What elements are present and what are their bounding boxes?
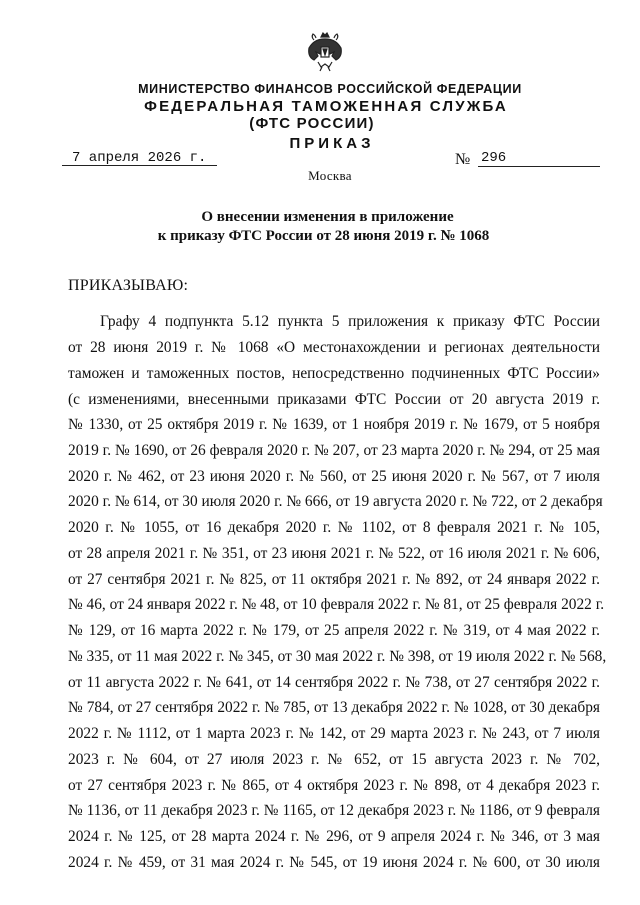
body-text-line: № 1136, от 11 декабря 2023 г. № 1165, от 12 декабря 2023 г. № 1186, от 9 февраля: [68, 802, 600, 819]
body-text-line: 2020 г. № 614, от 30 июля 2020 г. № 666, от 19 августа 2020 г. № 722, от 2 декабря: [68, 493, 603, 510]
body-text-line: Графу 4 подпункта 5.12 пункта 5 приложения к приказу ФТС России: [100, 313, 600, 330]
body-text-line: 2019 г. № 1690, от 26 февраля 2020 г. № 207, от 23 марта 2020 г. № 294, от 25 мая: [68, 442, 600, 459]
body-text-line: 2024 г. № 459, от 31 мая 2024 г. № 545, от 19 июня 2024 г. № 600, от 30 июля: [68, 854, 600, 871]
body-text-line: № 46, от 24 января 2022 г. № 48, от 10 февраля 2022 г. № 81, от 25 февраля 2022 г.: [68, 596, 605, 613]
body-text-line: (с изменениями, внесенными приказами ФТС России от 20 августа 2019 г.: [68, 391, 600, 408]
service-name: ФЕДЕРАЛЬНАЯ ТАМОЖЕННАЯ СЛУЖБА: [144, 98, 508, 115]
number-underline: [478, 166, 600, 167]
order-number-label: №: [455, 151, 471, 168]
body-text-line: от 28 июня 2019 г. № 1068 «О местонахождении и регионах деятельности: [68, 339, 600, 356]
body-text-line: 2020 г. № 1055, от 16 декабря 2020 г. № 1102, от 8 февраля 2021 г. № 105,: [68, 519, 600, 536]
body-text-line: от 27 сентября 2023 г. № 865, от 4 октября 2023 г. № 898, от 4 декабря 2023 г.: [68, 777, 600, 794]
order-date: 7 апреля 2026 г.: [72, 150, 207, 166]
body-text-line: таможен и таможенных постов, непосредственно подчиненных ФТС России»: [68, 365, 600, 382]
body-text-line: 2022 г. № 1112, от 1 марта 2023 г. № 142, от 29 марта 2023 г. № 243, от 7 июля: [68, 725, 600, 742]
body-text-line: 2020 г. № 462, от 23 июня 2020 г. № 560, от 25 июня 2020 г. № 567, от 7 июля: [68, 468, 600, 485]
order-number: 296: [481, 150, 507, 166]
body-text-line: № 1330, от 25 октября 2019 г. № 1639, от 1 ноября 2019 г. № 1679, от 5 ноября: [68, 416, 600, 433]
coat-of-arms-emblem-icon: [306, 30, 344, 72]
document-type: ПРИКАЗ: [289, 135, 375, 152]
body-text-line: № 784, от 27 сентября 2022 г. № 785, от 13 декабря 2022 г. № 1028, от 30 декабря: [68, 699, 600, 716]
body-text-line: № 129, от 16 марта 2022 г. № 179, от 25 апреля 2022 г. № 319, от 4 мая 2022 г.: [68, 622, 600, 639]
ministry-name: МИНИСТЕРСТВО ФИНАНСОВ РОССИЙСКОЙ ФЕДЕРАЦИИ: [138, 82, 522, 96]
body-text-line: от 28 апреля 2021 г. № 351, от 23 июня 2021 г. № 522, от 16 июля 2021 г. № 606,: [68, 545, 600, 562]
document-title-line: О внесении изменения в приложение: [201, 209, 454, 225]
city: Москва: [308, 168, 352, 183]
body-text-line: 2023 г. № 604, от 27 июля 2023 г. № 652, от 15 августа 2023 г. № 702,: [68, 751, 600, 768]
service-abbreviation: (ФТС РОССИИ): [249, 115, 375, 132]
body-text-line: 2024 г. № 125, от 28 марта 2024 г. № 296, от 9 апреля 2024 г. № 346, от 3 мая: [68, 828, 600, 845]
decree-heading: ПРИКАЗЫВАЮ:: [68, 277, 189, 294]
body-text-line: № 335, от 11 мая 2022 г. № 345, от 30 мая 2022 г. № 398, от 19 июля 2022 г. № 568,: [68, 648, 607, 665]
date-underline: [62, 165, 217, 166]
document-title-line: к приказу ФТС России от 28 июня 2019 г. № 1068: [157, 228, 490, 244]
body-text-line: от 11 августа 2022 г. № 641, от 14 сентября 2022 г. № 738, от 27 сентября 2022 г.: [68, 674, 600, 691]
body-text-line: от 27 сентября 2021 г. № 825, от 11 октября 2021 г. № 892, от 24 января 2022 г.: [68, 571, 600, 588]
